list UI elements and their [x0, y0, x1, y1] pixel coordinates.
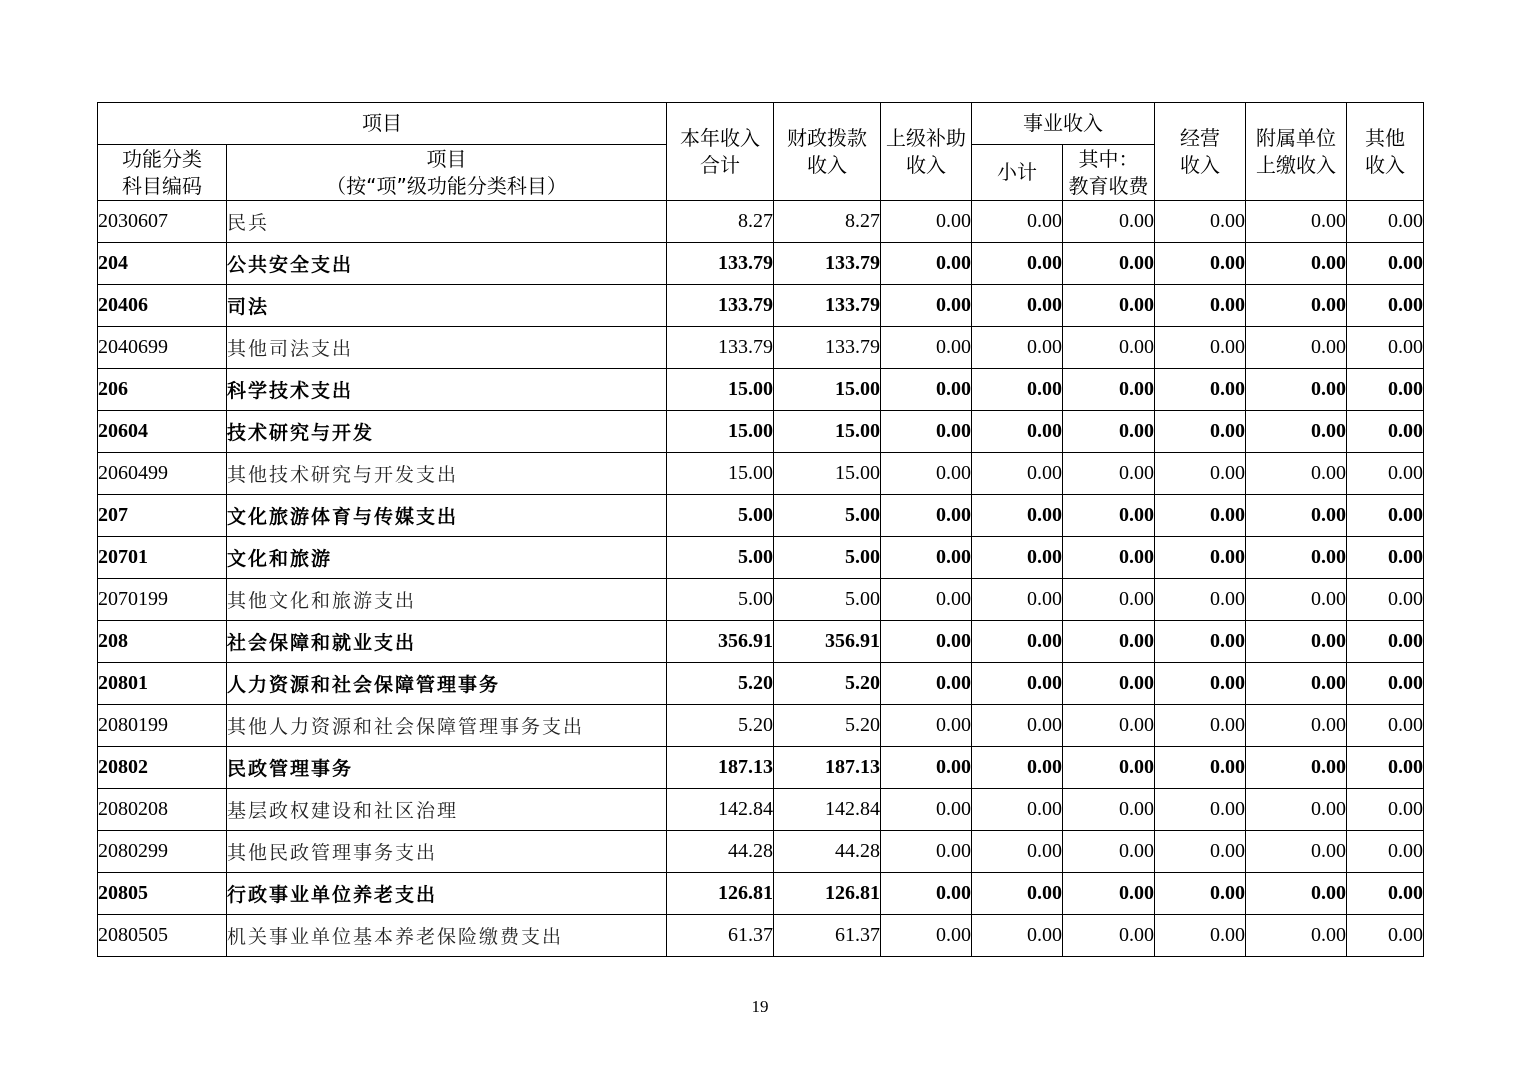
row-value: 0.00 [1347, 579, 1424, 621]
row-value: 0.00 [972, 873, 1063, 915]
row-value: 0.00 [1246, 831, 1347, 873]
row-value: 0.00 [881, 369, 972, 411]
row-value: 5.00 [667, 495, 774, 537]
row-value: 0.00 [972, 243, 1063, 285]
row-code: 2080505 [98, 915, 227, 957]
row-value: 0.00 [1347, 453, 1424, 495]
table-row [98, 411, 1424, 453]
table-row [98, 579, 1424, 621]
row-value: 0.00 [1347, 747, 1424, 789]
row-value: 0.00 [972, 789, 1063, 831]
row-value: 15.00 [667, 369, 774, 411]
row-value: 0.00 [881, 201, 972, 243]
table-row [98, 873, 1424, 915]
row-item-name: 技术研究与开发 [227, 411, 667, 453]
row-value: 0.00 [1347, 831, 1424, 873]
row-code: 2060499 [98, 453, 227, 495]
row-value: 0.00 [1155, 831, 1246, 873]
row-value: 0.00 [1155, 453, 1246, 495]
row-value: 0.00 [1155, 579, 1246, 621]
row-value: 0.00 [1347, 537, 1424, 579]
row-value: 0.00 [1063, 873, 1155, 915]
row-value: 356.91 [667, 621, 774, 663]
row-value: 0.00 [1063, 915, 1155, 957]
row-value: 0.00 [1063, 789, 1155, 831]
row-value: 0.00 [1347, 243, 1424, 285]
header-other-income: 其他 收入 [1347, 103, 1424, 201]
row-code: 20701 [98, 537, 227, 579]
row-value: 0.00 [881, 495, 972, 537]
row-value: 5.20 [774, 663, 881, 705]
row-value: 0.00 [1246, 789, 1347, 831]
row-item-name: 民政管理事务 [227, 747, 667, 789]
row-value: 0.00 [881, 873, 972, 915]
row-value: 44.28 [774, 831, 881, 873]
row-value: 0.00 [972, 411, 1063, 453]
row-code: 20604 [98, 411, 227, 453]
row-value: 5.20 [667, 663, 774, 705]
row-value: 0.00 [1246, 705, 1347, 747]
table-row [98, 327, 1424, 369]
row-value: 0.00 [1155, 663, 1246, 705]
row-value: 133.79 [667, 243, 774, 285]
row-value: 133.79 [774, 243, 881, 285]
row-value: 0.00 [1063, 495, 1155, 537]
row-item-name: 机关事业单位基本养老保险缴费支出 [227, 915, 667, 957]
row-item-name: 基层政权建设和社区治理 [227, 789, 667, 831]
row-item-name: 行政事业单位养老支出 [227, 873, 667, 915]
row-value: 0.00 [881, 621, 972, 663]
row-code: 20406 [98, 285, 227, 327]
row-value: 0.00 [1155, 369, 1246, 411]
row-value: 0.00 [1347, 705, 1424, 747]
row-value: 0.00 [881, 285, 972, 327]
row-code: 208 [98, 621, 227, 663]
table-row [98, 537, 1424, 579]
header-career-subtotal: 小计 [972, 145, 1063, 201]
row-value: 133.79 [667, 285, 774, 327]
header-career-income: 事业收入 [972, 103, 1155, 145]
table-row [98, 285, 1424, 327]
row-value: 0.00 [972, 495, 1063, 537]
row-value: 5.00 [667, 579, 774, 621]
row-item-name: 其他技术研究与开发支出 [227, 453, 667, 495]
table-row [98, 789, 1424, 831]
row-value: 0.00 [1155, 621, 1246, 663]
row-value: 0.00 [881, 579, 972, 621]
row-value: 0.00 [881, 453, 972, 495]
table-row [98, 621, 1424, 663]
row-value: 0.00 [1155, 915, 1246, 957]
row-item-name: 其他人力资源和社会保障管理事务支出 [227, 705, 667, 747]
row-value: 0.00 [972, 747, 1063, 789]
row-value: 0.00 [1246, 327, 1347, 369]
table-row [98, 453, 1424, 495]
row-value: 142.84 [667, 789, 774, 831]
header-fiscal-appropriation: 财政拨款 收入 [774, 103, 881, 201]
row-item-name: 其他民政管理事务支出 [227, 831, 667, 873]
row-value: 0.00 [1246, 453, 1347, 495]
row-code: 206 [98, 369, 227, 411]
row-value: 0.00 [1063, 243, 1155, 285]
row-value: 0.00 [972, 537, 1063, 579]
row-value: 0.00 [881, 747, 972, 789]
row-value: 0.00 [1246, 411, 1347, 453]
row-item-name: 司法 [227, 285, 667, 327]
table-row [98, 831, 1424, 873]
row-value: 5.00 [774, 579, 881, 621]
header-education-fees: 其中： 教育收费 [1063, 145, 1155, 201]
budget-income-table [97, 102, 1424, 957]
row-code: 207 [98, 495, 227, 537]
row-value: 0.00 [1063, 621, 1155, 663]
row-value: 133.79 [774, 327, 881, 369]
row-item-name: 公共安全支出 [227, 243, 667, 285]
table-row [98, 663, 1424, 705]
row-value: 187.13 [667, 747, 774, 789]
row-value: 0.00 [972, 201, 1063, 243]
row-item-name: 人力资源和社会保障管理事务 [227, 663, 667, 705]
row-value: 0.00 [1063, 537, 1155, 579]
row-value: 15.00 [774, 411, 881, 453]
row-value: 44.28 [667, 831, 774, 873]
row-value: 0.00 [1063, 453, 1155, 495]
row-value: 0.00 [1246, 621, 1347, 663]
table-body [98, 201, 1424, 957]
row-value: 0.00 [1155, 327, 1246, 369]
row-value: 0.00 [1155, 201, 1246, 243]
table-row [98, 495, 1424, 537]
row-value: 8.27 [774, 201, 881, 243]
row-value: 0.00 [972, 285, 1063, 327]
row-value: 0.00 [1063, 411, 1155, 453]
row-value: 15.00 [667, 453, 774, 495]
row-value: 0.00 [1063, 369, 1155, 411]
row-code: 20801 [98, 663, 227, 705]
row-value: 0.00 [1246, 873, 1347, 915]
row-value: 0.00 [1246, 495, 1347, 537]
row-item-name: 社会保障和就业支出 [227, 621, 667, 663]
row-value: 0.00 [972, 369, 1063, 411]
row-value: 5.20 [774, 705, 881, 747]
row-value: 0.00 [1347, 621, 1424, 663]
row-value: 0.00 [1246, 663, 1347, 705]
row-value: 0.00 [1347, 285, 1424, 327]
row-value: 0.00 [1347, 663, 1424, 705]
row-value: 0.00 [881, 537, 972, 579]
row-value: 15.00 [774, 369, 881, 411]
row-value: 0.00 [1155, 789, 1246, 831]
row-value: 0.00 [1063, 831, 1155, 873]
table-row [98, 705, 1424, 747]
row-value: 5.00 [774, 495, 881, 537]
row-code: 2080208 [98, 789, 227, 831]
row-value: 0.00 [972, 327, 1063, 369]
row-value: 0.00 [1063, 705, 1155, 747]
row-value: 0.00 [1155, 243, 1246, 285]
table-header [98, 103, 1424, 201]
row-value: 0.00 [972, 705, 1063, 747]
header-affiliate-income: 附属单位 上缴收入 [1246, 103, 1347, 201]
row-code: 20805 [98, 873, 227, 915]
row-code: 2080299 [98, 831, 227, 873]
row-value: 0.00 [881, 327, 972, 369]
row-value: 133.79 [667, 327, 774, 369]
row-value: 0.00 [1063, 327, 1155, 369]
row-item-name: 文化和旅游 [227, 537, 667, 579]
row-value: 0.00 [1246, 369, 1347, 411]
table-row [98, 747, 1424, 789]
row-value: 0.00 [1155, 495, 1246, 537]
row-value: 0.00 [1347, 369, 1424, 411]
row-code: 204 [98, 243, 227, 285]
row-value: 0.00 [1063, 285, 1155, 327]
header-total-income: 本年收入 合计 [667, 103, 774, 201]
row-value: 0.00 [1347, 411, 1424, 453]
header-item-name: 项目 （按“项”级功能分类科目） [227, 145, 667, 201]
row-value: 0.00 [1246, 915, 1347, 957]
row-value: 0.00 [972, 621, 1063, 663]
row-value: 126.81 [774, 873, 881, 915]
row-value: 126.81 [667, 873, 774, 915]
row-value: 0.00 [1155, 705, 1246, 747]
row-value: 0.00 [881, 789, 972, 831]
row-value: 0.00 [1347, 495, 1424, 537]
row-value: 0.00 [1155, 537, 1246, 579]
row-value: 0.00 [1246, 747, 1347, 789]
row-value: 356.91 [774, 621, 881, 663]
row-value: 0.00 [881, 411, 972, 453]
row-value: 0.00 [881, 831, 972, 873]
table-row [98, 201, 1424, 243]
row-code: 2080199 [98, 705, 227, 747]
row-value: 5.00 [667, 537, 774, 579]
row-value: 0.00 [1246, 579, 1347, 621]
row-value: 0.00 [1063, 663, 1155, 705]
row-value: 0.00 [1155, 873, 1246, 915]
row-value: 0.00 [1246, 285, 1347, 327]
row-code: 2030607 [98, 201, 227, 243]
row-value: 0.00 [881, 243, 972, 285]
row-value: 0.00 [881, 663, 972, 705]
header-function-code: 功能分类 科目编码 [98, 145, 227, 201]
row-value: 0.00 [972, 915, 1063, 957]
row-value: 0.00 [1246, 537, 1347, 579]
row-item-name: 其他司法支出 [227, 327, 667, 369]
row-value: 5.00 [774, 537, 881, 579]
row-value: 61.37 [667, 915, 774, 957]
row-value: 0.00 [881, 705, 972, 747]
row-value: 15.00 [774, 453, 881, 495]
row-code: 20802 [98, 747, 227, 789]
header-superior-subsidy: 上级补助 收入 [881, 103, 972, 201]
row-value: 0.00 [1246, 243, 1347, 285]
row-value: 0.00 [1063, 579, 1155, 621]
row-value: 0.00 [1347, 327, 1424, 369]
row-item-name: 民兵 [227, 201, 667, 243]
row-value: 15.00 [667, 411, 774, 453]
row-value: 0.00 [1347, 873, 1424, 915]
table-row [98, 915, 1424, 957]
row-value: 0.00 [972, 663, 1063, 705]
row-value: 142.84 [774, 789, 881, 831]
row-code: 2040699 [98, 327, 227, 369]
row-value: 8.27 [667, 201, 774, 243]
row-value: 0.00 [972, 579, 1063, 621]
header-operating-income: 经营 收入 [1155, 103, 1246, 201]
row-value: 0.00 [1347, 201, 1424, 243]
row-value: 0.00 [972, 453, 1063, 495]
table-row [98, 243, 1424, 285]
row-value: 0.00 [1155, 747, 1246, 789]
row-value: 187.13 [774, 747, 881, 789]
row-code: 2070199 [98, 579, 227, 621]
row-value: 0.00 [1063, 201, 1155, 243]
row-item-name: 其他文化和旅游支出 [227, 579, 667, 621]
row-value: 133.79 [774, 285, 881, 327]
row-value: 0.00 [1155, 411, 1246, 453]
row-value: 0.00 [1246, 201, 1347, 243]
header-project: 项目 [98, 103, 667, 145]
row-value: 0.00 [1347, 789, 1424, 831]
row-value: 0.00 [1063, 747, 1155, 789]
row-value: 5.20 [667, 705, 774, 747]
row-value: 0.00 [972, 831, 1063, 873]
row-value: 0.00 [1347, 915, 1424, 957]
row-item-name: 科学技术支出 [227, 369, 667, 411]
row-value: 61.37 [774, 915, 881, 957]
row-value: 0.00 [881, 915, 972, 957]
page-number: 19 [751, 997, 769, 1016]
table-row [98, 369, 1424, 411]
row-value: 0.00 [1155, 285, 1246, 327]
row-item-name: 文化旅游体育与传媒支出 [227, 495, 667, 537]
